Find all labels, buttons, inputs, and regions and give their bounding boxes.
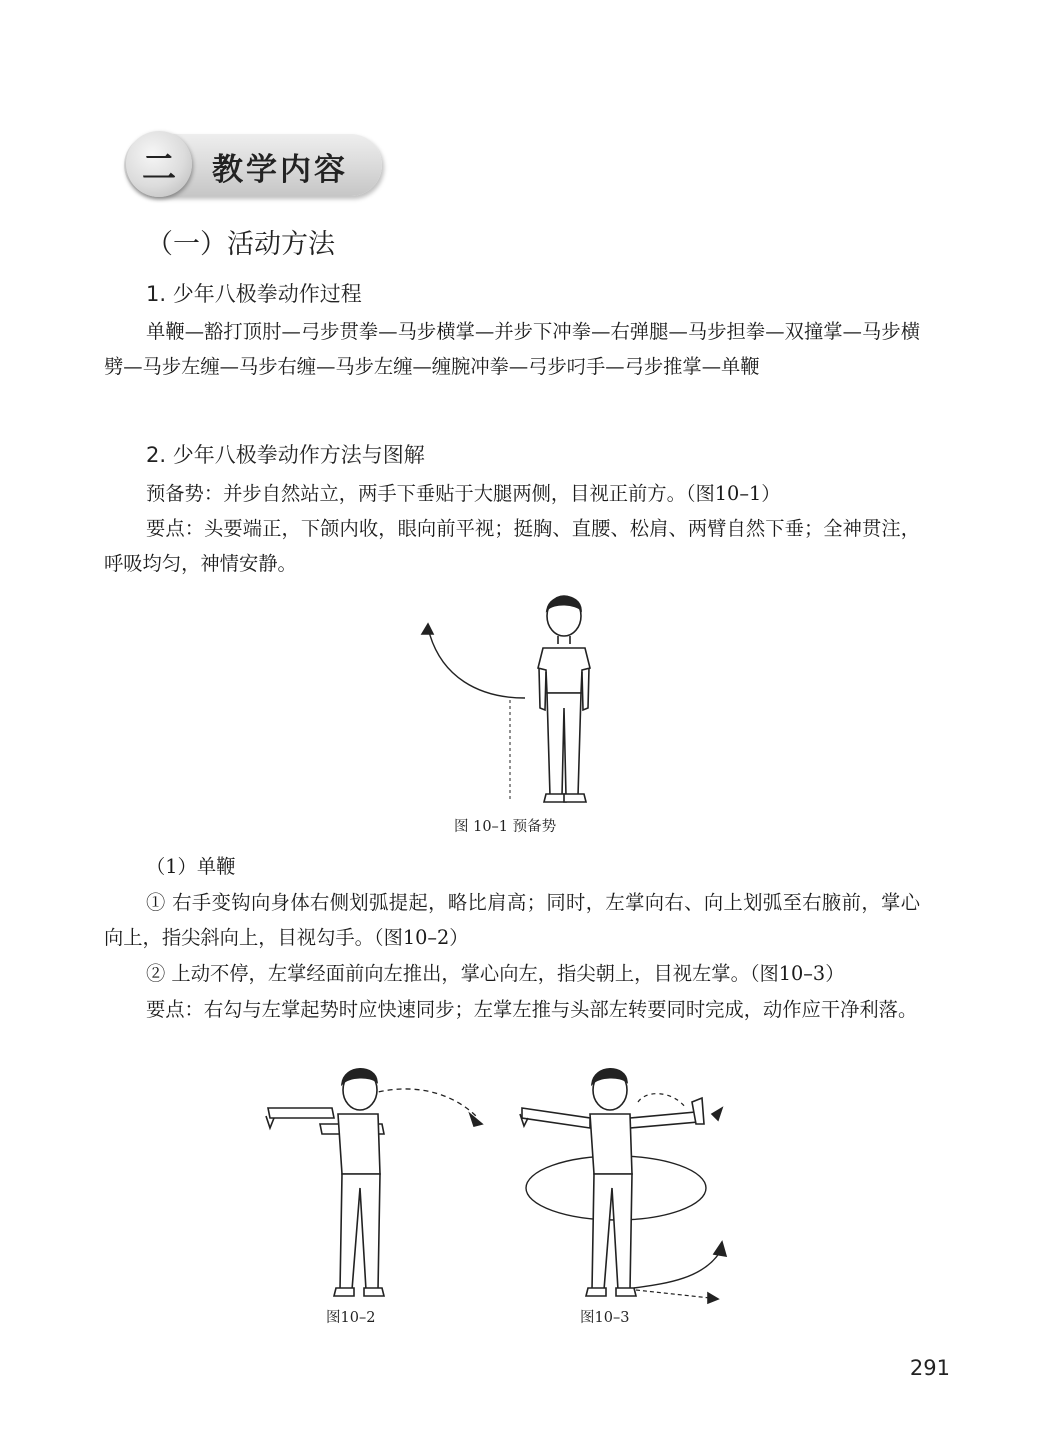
- figure-10-1-illustration: [400, 588, 620, 812]
- section-number-badge: 二: [126, 131, 192, 197]
- figure-10-1-caption: 图 10–1 预备势: [454, 819, 557, 835]
- page-number: 291: [909, 1356, 950, 1380]
- heading-methods: 2. 少年八极拳动作方法与图解: [146, 443, 425, 467]
- figure-10-3-illustration: [512, 1062, 742, 1307]
- paragraph-prep-points: 要点：头要端正，下颌内收，眼向前平视；挺胸、直腰、松肩、两臂自然下垂；全神贯注，呼吸均匀，神情安静。: [104, 517, 920, 575]
- paragraph-prep: 预备势：并步自然站立，两手下垂贴于大腿两侧，目视正前方。（图10–1）: [146, 482, 781, 505]
- item-1-points: 要点：右勾与左掌起势时应快速同步；左掌左推与头部左转要同时完成，动作应干净利落。: [146, 998, 918, 1021]
- paragraph-sequence: 单鞭—豁打顶肘—弓步贯拳—马步横掌—并步下冲拳—右弹腿—马步担拳—双撞掌—马步横劈—马步左缠—马步右缠—马步左缠—缠腕冲拳—弓步叼手—弓步推掌—单鞭: [104, 320, 920, 378]
- subsection-heading: （一）活动方法: [146, 229, 335, 260]
- heading-process: 1. 少年八极拳动作过程: [146, 282, 362, 306]
- figure-10-2-illustration: [262, 1062, 492, 1307]
- arrow-head: [422, 624, 433, 634]
- figure-10-2-caption: 图10–2: [326, 1310, 376, 1326]
- item-1-step-1: ① 右手变钩向身体右侧划弧提起，略比肩高；同时，左掌向右、向上划弧至右腋前，掌心向上，指尖斜向上，目视勾手。（图10–2）: [104, 891, 920, 949]
- motion-arc: [428, 628, 525, 698]
- item-1-step-2: ② 上动不停，左掌经面前向左推出，掌心向左，指尖朝上，目视左掌。（图10–3）: [146, 962, 845, 985]
- figure-10-3-caption: 图10–3: [580, 1310, 630, 1326]
- section-title: 教学内容: [212, 152, 348, 188]
- item-1-title: （1）单鞭: [146, 855, 236, 878]
